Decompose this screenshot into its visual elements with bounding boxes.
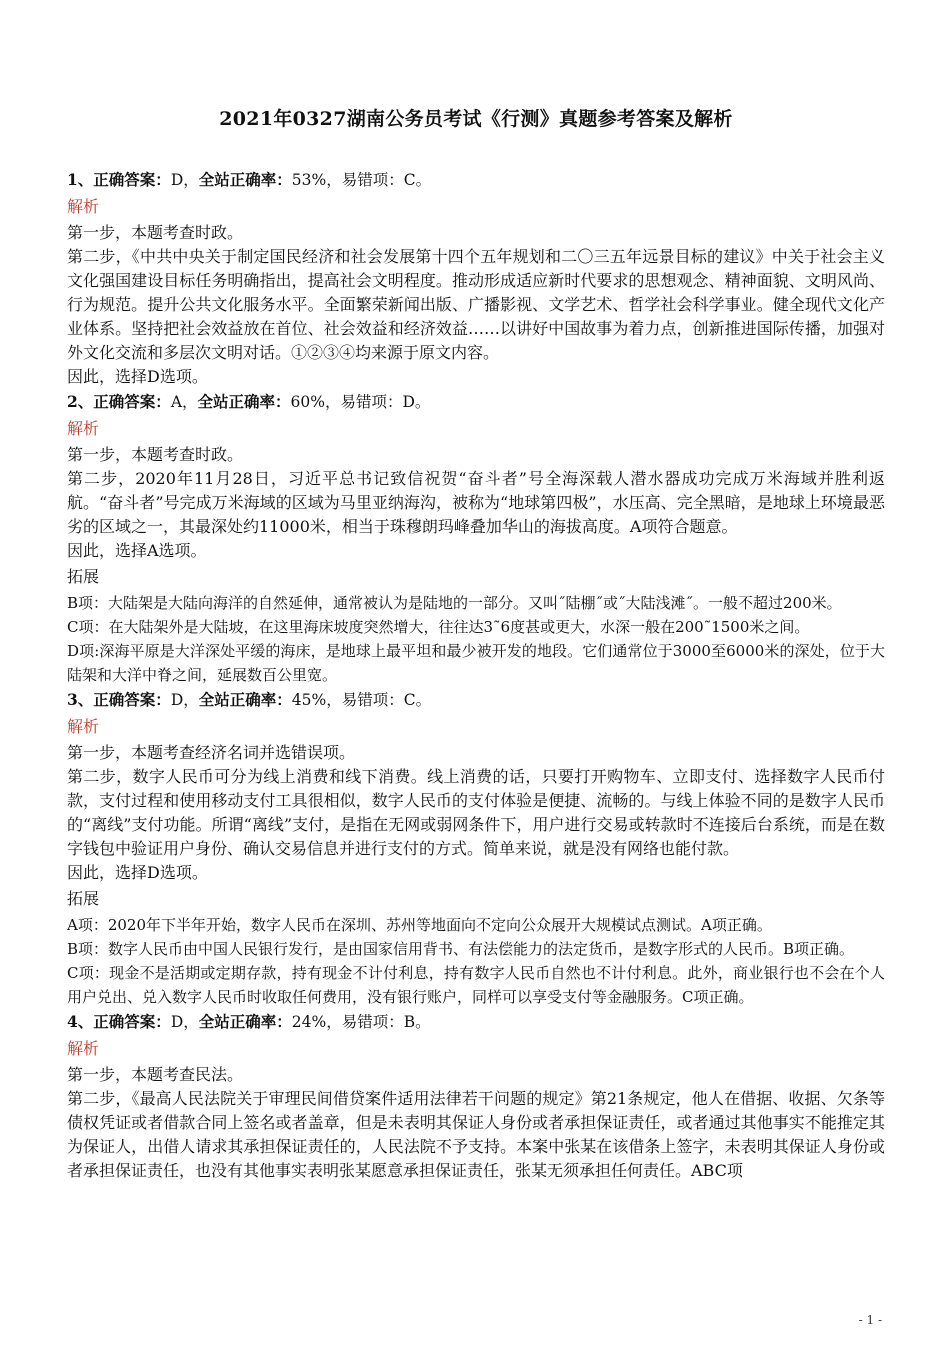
rate-value: 53%， [291,171,342,189]
question-number: 3、 [67,690,94,709]
question-1 [67,167,885,389]
answer-label: 正确答案： [93,690,171,709]
analysis-paragraph: 第一步，本题考查时政。 [67,445,244,464]
wrong-option: 易错项：C。 [341,171,432,189]
answer-value: A， [170,393,198,411]
answer-label: 正确答案： [93,170,171,189]
question-header [67,687,885,713]
analysis-paragraph: 第二步，《最高人民法院关于审理民间借贷案件适用法律若干问题的规定》第21条规定，他人在借据、收据、欠条等债权凭证或者借款合同上签名或者盖章，但是未表明其保证人身份或者承担保证责任，或者通过其他事实不能推定其为保证人，出借人请求其承担保证责任的，人民法院不予支持。本案中张某在该借条上签字，未表明其保证人身份或者承担保证责任，也没有其他事实表明张某愿意承担保证责任，张某无须承担任何责任。ABC项 [67,1089,885,1180]
analysis-paragraph: 因此，选择D选项。 [67,863,208,882]
extend-paragraph: B项：大陆架是大陆向海洋的自然延伸，通常被认为是陆地的一部分。又叫˝陆棚˝或˝大陆浅滩˝。一般不超过200米。 [67,594,842,612]
extend-paragraph: D项:深海平原是大洋深处平缓的海床，是地球上最平坦和最少被开发的地段。它们通常位于3000至6000米的深处，位于大陆架和大洋中脊之间，延展数百公里宽。 [67,642,885,684]
analysis-paragraph: 第一步，本题考查时政。 [67,223,244,242]
question-3 [67,687,885,1009]
question-4 [67,1009,885,1183]
page-title: 2021年0327湖南公务员考试《行测》真题参考答案及解析 [219,108,733,130]
question-header [67,167,885,193]
rate-label: 全站正确率： [197,392,291,411]
analysis-label: 解析 [67,717,100,736]
extend-paragraph: C项：现金不是活期或定期存款，持有现金不计付利息，持有数字人民币自然也不计付利息。此外，商业银行也不会在个人用户兑出、兑入数字人民币时收取任何费用，没有银行账户，同样可以享受支付等金融服务。C项正确。 [67,964,885,1006]
wrong-option: 易错项：D。 [340,393,431,411]
question-2 [67,389,885,687]
analysis-paragraph: 第一步，本题考查民法。 [67,1065,244,1084]
question-header [67,1009,885,1035]
analysis-paragraph: 因此，选择D选项。 [67,367,208,386]
extend-label: 拓展 [67,889,100,908]
page-number: - 1 - [858,1313,882,1327]
rate-label: 全站正确率： [198,170,292,189]
answer-value: D， [170,171,199,189]
question-number: 4、 [67,1012,94,1031]
answer-value: D， [170,1013,199,1031]
analysis-label: 解析 [67,1039,100,1058]
question-number: 2、 [67,392,94,411]
answer-label: 正确答案： [93,392,171,411]
answer-label: 正确答案： [93,1012,171,1031]
analysis-paragraph: 第二步，《中共中央关于制定国民经济和社会发展第十四个五年规划和二〇三五年远景目标的建议》中关于社会主义文化强国建设目标任务明确指出，提高社会文明程度。推动形成适应新时代要求的思想观念、精神面貌、文明风尚、行为规范。提升公共文化服务水平。全面繁荣新闻出版、广播影视、文学艺术、哲学社会科学事业。健全现代文化产业体系。坚持把社会效益放在首位、社会效益和经济效益……以讲好中国故事为着力点，创新推进国际传播，加强对外文化交流和多层次文明对话。①②③④均来源于原文内容。 [67,247,885,362]
content [67,167,885,1183]
analysis-label: 解析 [67,419,100,438]
extend-paragraph: A项：2020年下半年开始，数字人民币在深圳、苏州等地面向不定向公众展开大规模试点测试。A项正确。 [67,916,772,934]
question-number: 1、 [67,170,94,189]
rate-value: 45%， [291,691,342,709]
analysis-label: 解析 [67,197,100,216]
analysis-paragraph: 第二步，数字人民币可分为线上消费和线下消费。线上消费的话，只要打开购物车、立即支付、选择数字人民币付款，支付过程和使用移动支付工具很相似，数字人民币的支付体验是便捷、流畅的。与线上体验不同的是数字人民币的“离线”支付功能。所谓“离线”支付，是指在无网或弱网条件下，用户进行交易或转款时不连接后台系统，而是在数字钱包中验证用户身份、确认交易信息并进行支付的方式。简单来说，就是没有网络也能付款。 [67,767,885,858]
analysis-paragraph: 因此，选择A选项。 [67,541,207,560]
extend-paragraph: B项：数字人民币由中国人民银行发行，是由国家信用背书、有法偿能力的法定货币，是数字形式的人民币。B项正确。 [67,940,855,958]
rate-value: 24%， [291,1013,342,1031]
rate-label: 全站正确率： [198,690,292,709]
question-header [67,389,885,415]
extend-label: 拓展 [67,567,100,586]
analysis-paragraph: 第一步，本题考查经济名词并选错误项。 [67,743,356,762]
analysis-paragraph: 第二步，2020年11月28日，习近平总书记致信祝贺“奋斗者”号全海深载人潜水器成功完成万米海域并胜利返航。“奋斗者”号完成万米海域的区域为马里亚纳海沟，被称为“地球第四极”，水压高、完全黑暗，是地球上环境最恶劣的区域之一，其最深处约11000米，相当于珠穆朗玛峰叠加华山的海拔高度。A项符合题意。 [67,469,885,536]
rate-value: 60%， [290,393,341,411]
answer-value: D， [170,691,199,709]
rate-label: 全站正确率： [198,1012,292,1031]
extend-paragraph: C项：在大陆架外是大陆坡，在这里海床坡度突然增大，往往达3˜6度甚或更大，水深一般在200˜1500米之间。 [67,618,810,636]
wrong-option: 易错项：B。 [341,1013,431,1031]
wrong-option: 易错项：C。 [341,691,432,709]
